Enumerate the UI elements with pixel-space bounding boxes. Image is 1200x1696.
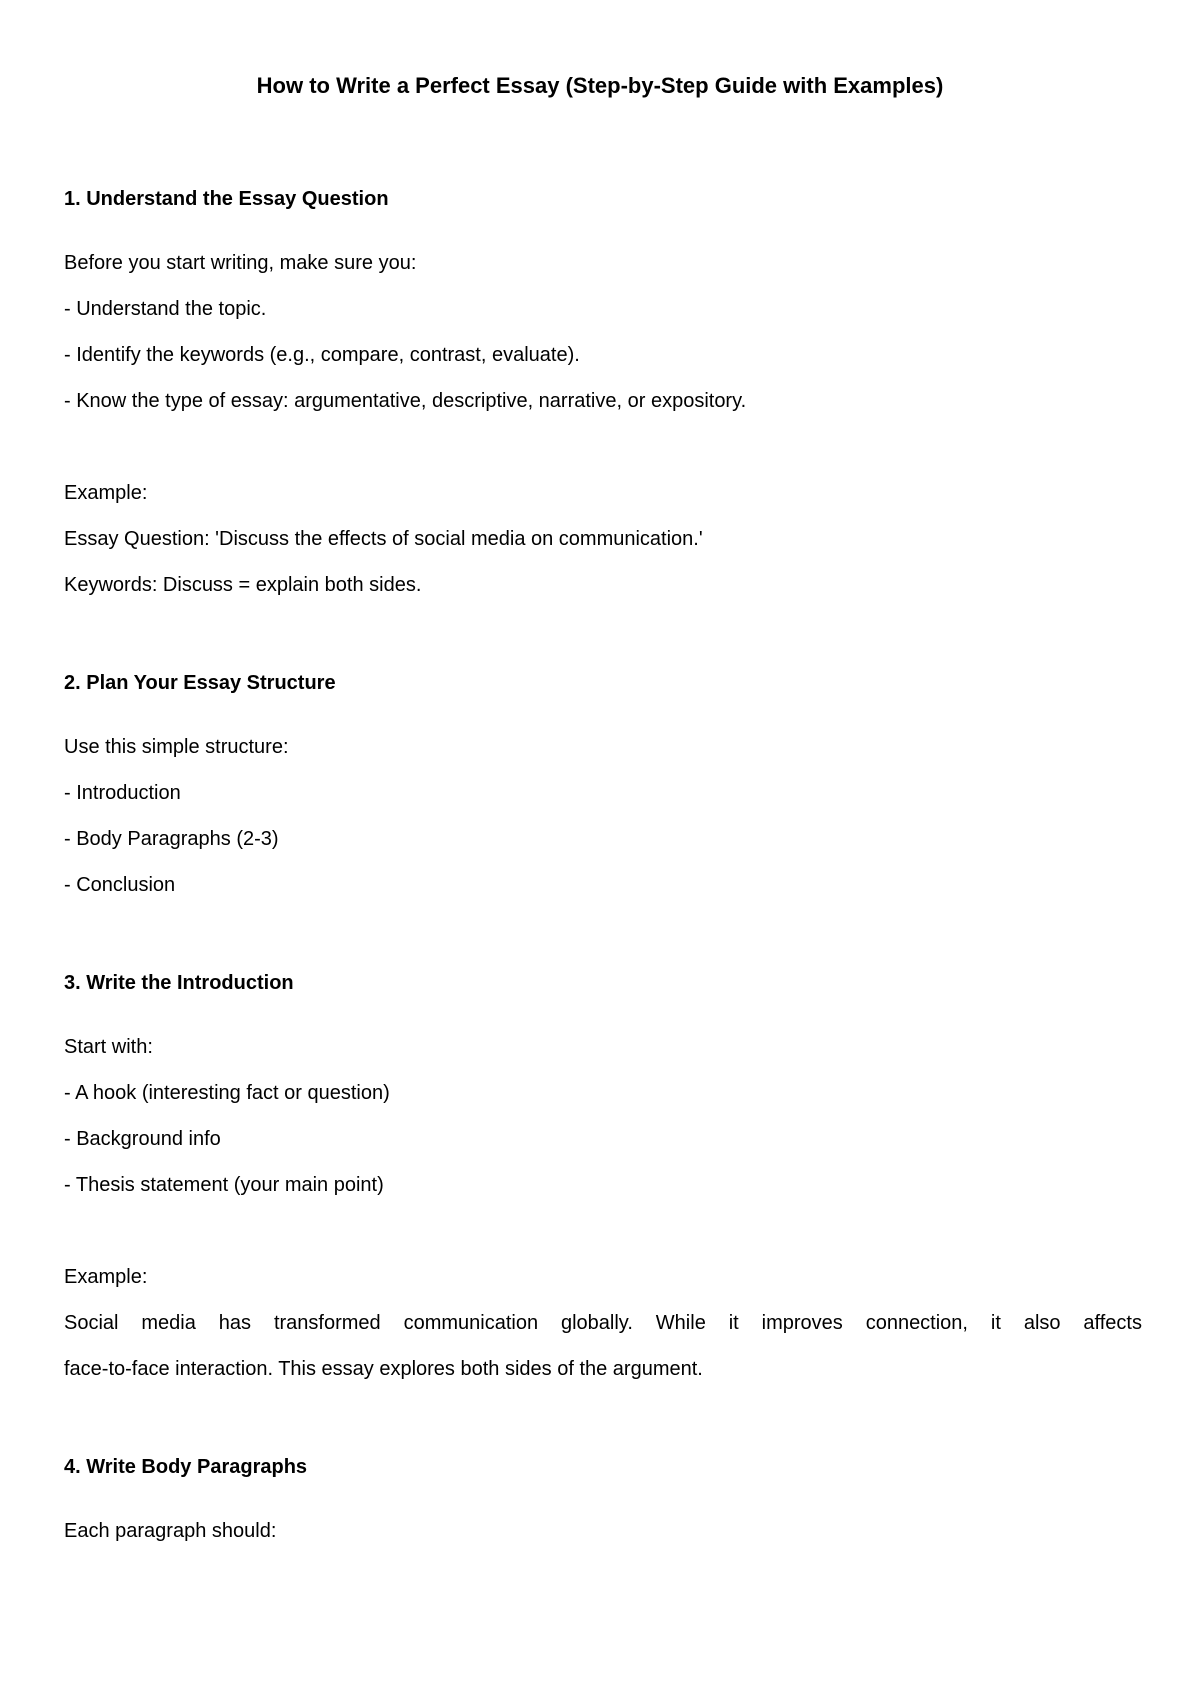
section-3-bullet: - Background info xyxy=(64,1128,221,1150)
section-3-intro: Start with: xyxy=(64,1036,153,1058)
section-3-example-text: Social media has transformed communication globally. While it improves connection, it also affects xyxy=(64,1312,1142,1334)
section-4-intro: Each paragraph should: xyxy=(64,1520,277,1542)
section-3-heading: 3. Write the Introduction xyxy=(64,972,294,994)
section-2-heading: 2. Plan Your Essay Structure xyxy=(64,672,336,694)
section-1-bullet: - Identify the keywords (e.g., compare, contrast, evaluate). xyxy=(64,344,580,366)
section-1-example-label: Example: xyxy=(64,482,148,504)
section-2-bullet: - Body Paragraphs (2-3) xyxy=(64,828,279,850)
section-3-bullet: - A hook (interesting fact or question) xyxy=(64,1082,390,1104)
section-1-bullet: - Know the type of essay: argumentative, descriptive, narrative, or expository. xyxy=(64,390,747,412)
section-1-example-line: Essay Question: 'Discuss the effects of social media on communication.' xyxy=(64,528,703,550)
section-1-bullet: - Understand the topic. xyxy=(64,298,267,320)
section-2-bullet: - Introduction xyxy=(64,782,181,804)
section-3-example-line: face-to-face interaction. This essay explores both sides of the argument. xyxy=(64,1358,703,1380)
section-1-heading: 1. Understand the Essay Question xyxy=(64,188,389,210)
document-title: How to Write a Perfect Essay (Step-by-Step Guide with Examples) xyxy=(256,73,944,98)
section-1-example-line: Keywords: Discuss = explain both sides. xyxy=(64,574,422,596)
section-3-example-line xyxy=(64,1308,1142,1338)
section-3-bullet: - Thesis statement (your main point) xyxy=(64,1174,384,1196)
section-4-heading: 4. Write Body Paragraphs xyxy=(64,1456,308,1478)
section-2-intro: Use this simple structure: xyxy=(64,736,289,758)
section-2-bullet: - Conclusion xyxy=(64,874,176,896)
section-3-example-label: Example: xyxy=(64,1266,148,1288)
section-1-intro: Before you start writing, make sure you: xyxy=(64,252,417,274)
